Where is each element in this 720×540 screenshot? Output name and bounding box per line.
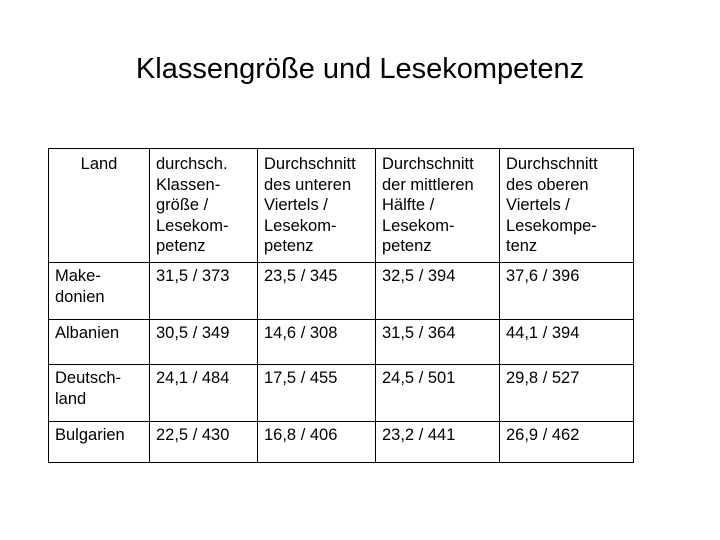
cell-mittlere-haelfte: 23,2 / 441 <box>376 422 500 463</box>
table-row <box>49 422 634 463</box>
cell-mittlere-haelfte: 31,5 / 364 <box>376 320 500 365</box>
cell-klassengroesse: 31,5 / 373 <box>150 263 258 320</box>
cell-land: Albanien <box>49 320 150 365</box>
cell-oberes-viertel: 44,1 / 394 <box>500 320 634 365</box>
table-row <box>49 263 634 320</box>
cell-land: Make- donien <box>49 263 150 320</box>
cell-mittlere-haelfte: 32,5 / 394 <box>376 263 500 320</box>
cell-unteres-viertel: 17,5 / 455 <box>258 365 376 422</box>
cell-oberes-viertel: 26,9 / 462 <box>500 422 634 463</box>
cell-klassengroesse: 22,5 / 430 <box>150 422 258 463</box>
header-klassengroesse: durchsch. Klassen- größe / Lesekom- petenz <box>150 149 258 263</box>
cell-klassengroesse: 24,1 / 484 <box>150 365 258 422</box>
cell-mittlere-haelfte: 24,5 / 501 <box>376 365 500 422</box>
header-mittlere-haelfte: Durchschnitt der mittleren Hälfte / Lesekom- petenz <box>376 149 500 263</box>
header-land: Land <box>49 149 150 263</box>
cell-oberes-viertel: 29,8 / 527 <box>500 365 634 422</box>
cell-unteres-viertel: 23,5 / 345 <box>258 263 376 320</box>
cell-klassengroesse: 30,5 / 349 <box>150 320 258 365</box>
table-row <box>49 320 634 365</box>
data-table <box>48 148 634 463</box>
cell-unteres-viertel: 14,6 / 308 <box>258 320 376 365</box>
table-header-row <box>49 149 634 263</box>
cell-oberes-viertel: 37,6 / 396 <box>500 263 634 320</box>
header-unteres-viertel: Durchschnitt des unteren Viertels / Lesekom- petenz <box>258 149 376 263</box>
header-oberes-viertel: Durchschnitt des oberen Viertels / Lesekompe- tenz <box>500 149 634 263</box>
table-row <box>49 365 634 422</box>
cell-land: Deutsch- land <box>49 365 150 422</box>
cell-land: Bulgarien <box>49 422 150 463</box>
slide-title: Klassengröße und Lesekompetenz <box>135 53 585 85</box>
cell-unteres-viertel: 16,8 / 406 <box>258 422 376 463</box>
